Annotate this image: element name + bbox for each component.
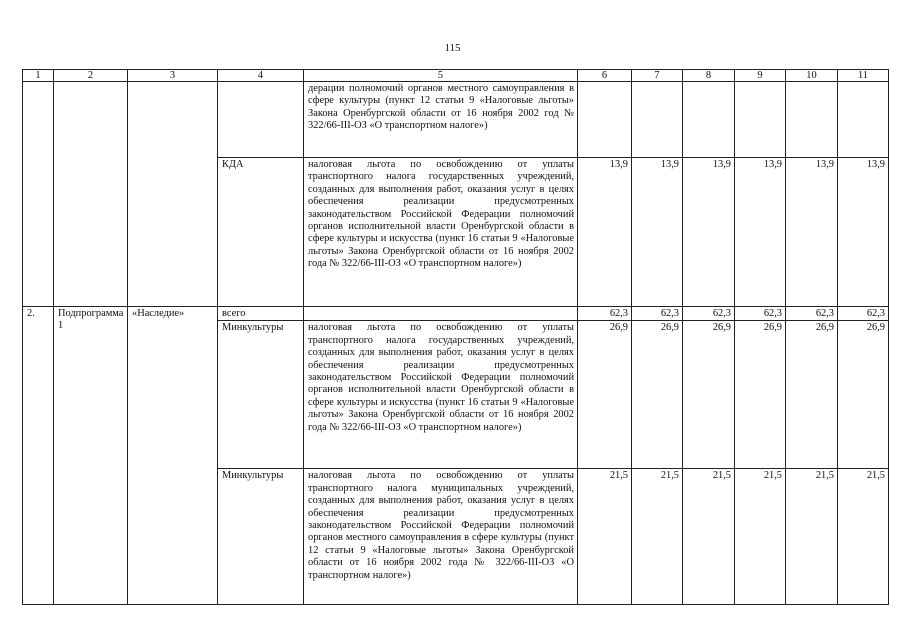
column-number-10: 10 — [786, 70, 838, 82]
executor-cell: КДА — [218, 158, 304, 307]
executor-cell: всего — [218, 307, 304, 321]
description-cell: дерации полномочий органов местного самоуправления в сфере культуры (пункт 12 статьи 9 «Налоговые льготы» Закона Оренбургской области от 16 ноября 2002 год № 322/66-III-ОЗ «О транспортном налоге») — [304, 82, 578, 158]
program-cell — [54, 158, 128, 307]
column-number-2: 2 — [54, 70, 128, 82]
value-cell: 62,3 — [735, 307, 786, 321]
description-cell: налоговая льгота по освобождению от уплаты транспортного налога государственных учреждений, созданных для выполнения работ, оказания услуг в целях обеспечения реализации предусмотренных законодательством Российской Федерации полномочий органов исполнительной власти Оренбургской области в сфере культуры и искусства (пункт 16 статьи 9 «Налоговые льготы» Закона Оренбургской области от 16 ноября 2002 года № 322/66-III-ОЗ «О транспортном налоге») — [304, 321, 578, 469]
column-number-9: 9 — [735, 70, 786, 82]
executor-cell — [218, 82, 304, 158]
value-cell: 13,9 — [735, 158, 786, 307]
column-number-3: 3 — [128, 70, 218, 82]
executor-cell: Минкультуры — [218, 321, 304, 469]
page-number: 115 — [444, 42, 461, 54]
program-name-cell — [128, 158, 218, 307]
value-cell — [632, 82, 683, 158]
program-cell — [54, 82, 128, 158]
value-cell: 13,9 — [578, 158, 632, 307]
row-number-cell: 2. — [23, 307, 54, 605]
table-header-row — [23, 70, 889, 82]
value-cell: 21,5 — [632, 469, 683, 605]
row-number-cell — [23, 158, 54, 307]
row-number-cell — [23, 82, 54, 158]
value-cell: 26,9 — [735, 321, 786, 469]
column-number-11: 11 — [838, 70, 889, 82]
executor-cell: Минкультуры — [218, 469, 304, 605]
value-cell — [578, 82, 632, 158]
value-cell — [735, 82, 786, 158]
table-row — [23, 158, 889, 307]
table-row — [23, 307, 889, 321]
value-cell: 13,9 — [683, 158, 735, 307]
value-cell: 21,5 — [578, 469, 632, 605]
data-table — [22, 69, 889, 605]
value-cell — [786, 82, 838, 158]
value-cell: 26,9 — [578, 321, 632, 469]
program-name-cell — [128, 82, 218, 158]
column-number-5: 5 — [304, 70, 578, 82]
program-cell: Подпрограмма 1 — [54, 307, 128, 605]
value-cell: 26,9 — [786, 321, 838, 469]
program-name-cell: «Наследие» — [128, 307, 218, 605]
value-cell — [838, 82, 889, 158]
column-number-6: 6 — [578, 70, 632, 82]
value-cell: 62,3 — [632, 307, 683, 321]
description-cell — [304, 307, 578, 321]
value-cell: 62,3 — [683, 307, 735, 321]
value-cell: 21,5 — [683, 469, 735, 605]
value-cell: 26,9 — [632, 321, 683, 469]
value-cell: 26,9 — [683, 321, 735, 469]
table-row — [23, 82, 889, 158]
column-number-4: 4 — [218, 70, 304, 82]
description-cell: налоговая льгота по освобождению от уплаты транспортного налога муниципальных учреждений, созданных для выполнения работ, оказания услуг в целях обеспечения реализации предусмотренных законодательством Российской Федерации полномочий органов местного самоуправления в сфере культуры (пункт 12 статьи 9 «Налоговые льготы» Закона Оренбургской области от 16 ноября 2002 года № 322/66-III-ОЗ «О транспортном налоге») — [304, 469, 578, 605]
value-cell: 21,5 — [786, 469, 838, 605]
value-cell: 62,3 — [578, 307, 632, 321]
value-cell: 13,9 — [632, 158, 683, 307]
column-number-7: 7 — [632, 70, 683, 82]
value-cell: 26,9 — [838, 321, 889, 469]
value-cell — [683, 82, 735, 158]
value-cell: 62,3 — [838, 307, 889, 321]
column-number-1: 1 — [23, 70, 54, 82]
value-cell: 21,5 — [735, 469, 786, 605]
value-cell: 62,3 — [786, 307, 838, 321]
value-cell: 13,9 — [838, 158, 889, 307]
column-number-8: 8 — [683, 70, 735, 82]
description-cell: налоговая льгота по освобождению от уплаты транспортного налога государственных учреждений, созданных для выполнения работ, оказания услуг в целях обеспечения реализации предусмотренных законодательством Российской Федерации полномочий органов исполнительной власти Оренбургской области в сфере культуры и искусства (пункт 16 статьи 9 «Налоговые льготы» Закона Оренбургской области от 16 ноября 2002 года № 322/66-III-ОЗ «О транспортном налоге») — [304, 158, 578, 307]
value-cell: 13,9 — [786, 158, 838, 307]
value-cell: 21,5 — [838, 469, 889, 605]
